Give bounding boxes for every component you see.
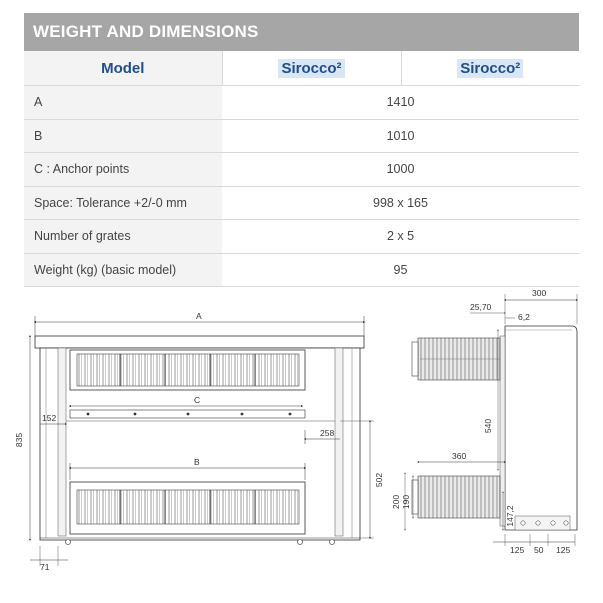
row-value: 1000 [222,153,579,187]
table-row [24,119,579,153]
dim-190: 190 [401,494,411,510]
row-value: 1410 [222,86,579,120]
row-label: B [24,119,222,153]
side-view [391,288,577,555]
dim-147: 147,2 [505,505,515,527]
row-value: 1010 [222,119,579,153]
dim-a-label: A [196,311,202,321]
table-row [24,186,579,220]
dim-left-offset: 152 [42,413,57,423]
table-row [24,86,579,120]
row-value: 998 x 165 [222,186,579,220]
dim-bottom-right: 125 [556,545,571,555]
front-view [14,311,384,572]
row-value: 95 [222,253,579,287]
dim-depth: 360 [452,451,467,461]
row-value: 2 x 5 [222,220,579,254]
row-label: C : Anchor points [24,153,222,187]
row-label: Number of grates [24,220,222,254]
table-header-row [24,51,579,86]
dim-upper-height: 540 [483,418,493,434]
column-header-model: Model [24,51,222,86]
column-header-model-2: Sirocco² [401,51,579,86]
row-label: A [24,86,222,120]
section-title: WEIGHT AND DIMENSIONS [24,13,579,51]
dim-200: 200 [391,494,401,510]
table-row [24,153,579,187]
dim-lip: 6,2 [518,312,530,322]
row-label: Space: Tolerance +2/-0 mm [24,186,222,220]
table-row [24,220,579,254]
dimensions-table [24,51,579,287]
dim-bottom-mid: 50 [534,545,544,555]
dim-right-offset: 258 [320,428,335,438]
dim-side-width: 300 [532,288,547,298]
dim-lower-height: 502 [374,472,384,488]
dim-height: 835 [14,432,24,448]
dim-c-label: C [194,395,201,405]
column-header-model-1: Sirocco² [222,51,401,86]
row-label: Weight (kg) (basic model) [24,253,222,287]
dim-bottom-left: 125 [510,545,525,555]
technical-drawing [0,280,603,580]
dim-top-offset: 25,70 [470,302,492,312]
dim-foot: 71 [40,562,50,572]
dim-b-label: B [194,457,200,467]
